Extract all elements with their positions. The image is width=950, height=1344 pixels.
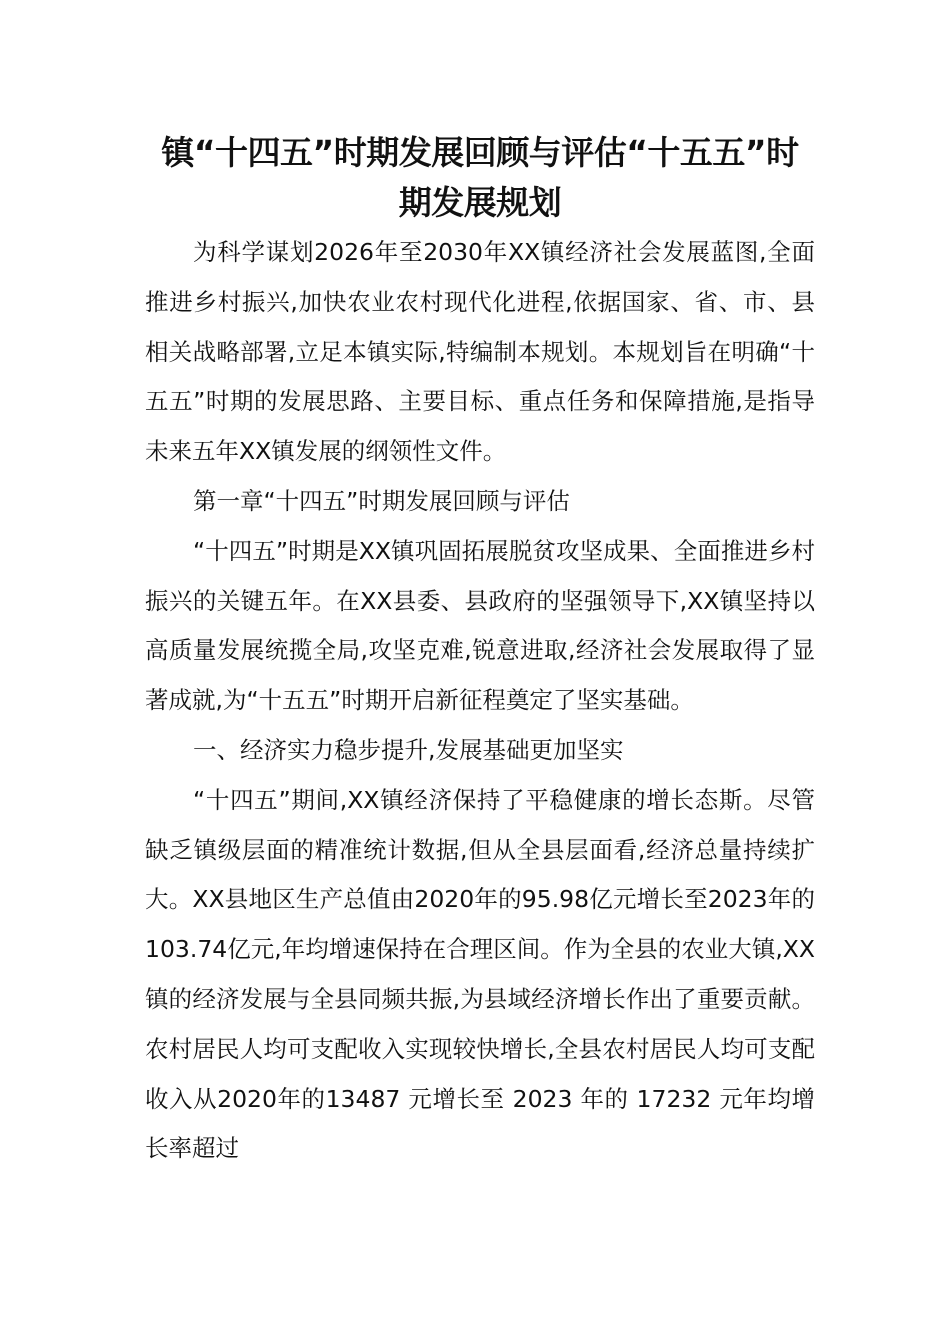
section-body-paragraph: “十四五”期间,XX镇经济保持了平稳健康的增长态斯。尽管缺乏镇级层面的精准统计数据,但从全县层面看,经济总量持续扩大。XX县地区生产总值由2020年的95.98亿元增长至2023年的103.74亿元,年均增速保持在合理区间。作为全县的农业大镇,XX镇的经济发展与全县同频共振,为县域经济增长作出了重要贡献。农村居民人均可支配收入实现较快增长,全县农村居民人均可支配收入从2020年的13487 元增长至 2023 年的 17232 元年均增长率超过	[145, 785, 815, 1163]
chapter-heading: 第一章“十四五”时期发展回顾与评估	[193, 486, 570, 515]
title-line-2: 期发展规划	[398, 183, 562, 222]
section-heading: 一、经济实力稳步提升,发展基础更加坚实	[193, 735, 624, 764]
document-title	[145, 128, 815, 228]
chapter-intro-paragraph: “十四五”时期是XX镇巩固拓展脱贫攻坚成果、全面推进乡村振兴的关键五年。在XX县委、县政府的坚强领导下,XX镇坚持以高质量发展统揽全局,攻坚克难,锐意进取,经济社会发展取得了显著成就,为“十五五”时期开启新征程奠定了坚实基础。	[145, 536, 815, 715]
title-line-1: 镇“十四五”时期发展回顾与评估“十五五”时	[161, 133, 799, 172]
document-page	[145, 128, 815, 1174]
intro-paragraph: 为科学谋划2026年至2030年XX镇经济社会发展蓝图,全面推进乡村振兴,加快农业农村现代化进程,依据国家、省、市、县相关战略部署,立足本镇实际,特编制本规划。本规划旨在明确“十五五”时期的发展思路、主要目标、重点任务和保障措施,是指导未来五年XX镇发展的纲领性文件。	[145, 238, 815, 466]
